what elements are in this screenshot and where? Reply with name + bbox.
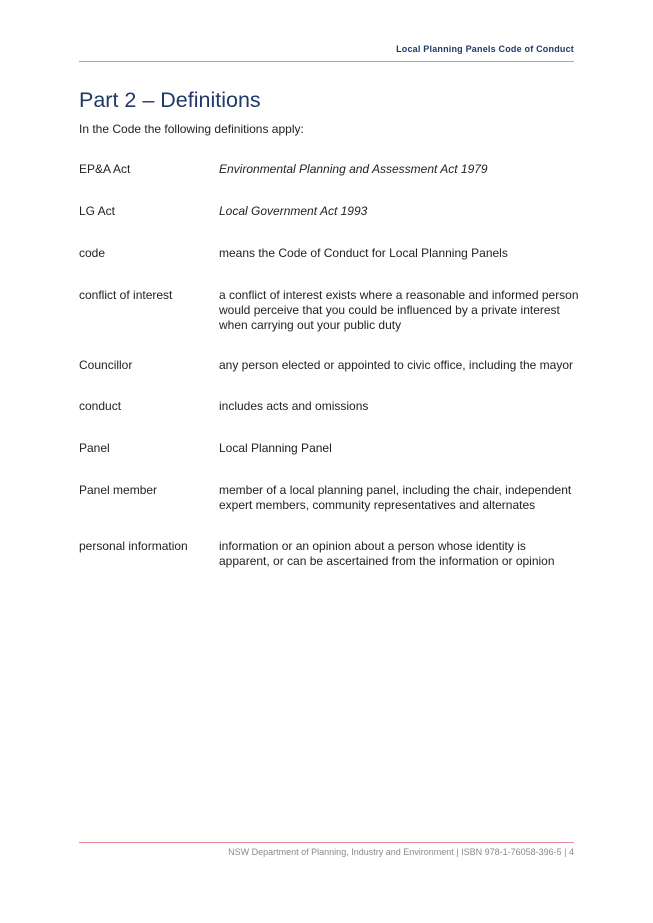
definition-row xyxy=(79,441,579,456)
definition-text: Local Government Act 1993 xyxy=(219,204,368,218)
definition-row xyxy=(79,483,579,513)
running-header: Local Planning Panels Code of Conduct xyxy=(396,44,574,54)
definition-text: any person elected or appointed to civic office, including the mayor xyxy=(219,358,573,372)
definitions-list xyxy=(79,162,579,569)
footer-divider xyxy=(79,842,574,843)
page-footer: NSW Department of Planning, Industry and Environment | ISBN 978-1-76058-396-5 | 4 xyxy=(228,847,574,857)
definition-row xyxy=(79,162,579,177)
definition-row xyxy=(79,204,579,219)
definition-term: LG Act xyxy=(79,204,116,218)
definition-term: conflict of interest xyxy=(79,288,173,302)
definition-text: means the Code of Conduct for Local Planning Panels xyxy=(219,246,508,260)
definition-text: includes acts and omissions xyxy=(219,399,369,413)
definition-row xyxy=(79,288,579,333)
definition-row xyxy=(79,539,579,569)
definition-text: member of a local planning panel, including the chair, independent expert members, community representatives and alternates xyxy=(219,483,572,512)
definition-term: Panel member xyxy=(79,483,158,497)
definition-term: code xyxy=(79,246,106,260)
page-title: Part 2 – Definitions xyxy=(79,88,261,112)
definition-term: personal information xyxy=(79,539,188,553)
definition-text: Environmental Planning and Assessment Act 1979 xyxy=(219,162,488,176)
definition-text: a conflict of interest exists where a reasonable and informed person would perceive that you could be influenced by a private interest when carrying out your public duty xyxy=(219,288,579,332)
definition-term: conduct xyxy=(79,399,122,413)
definition-term: Panel xyxy=(79,441,110,455)
definition-row xyxy=(79,358,579,373)
header-divider xyxy=(79,61,574,62)
definition-term: Councillor xyxy=(79,358,133,372)
definition-row xyxy=(79,246,579,261)
definition-row xyxy=(79,399,579,414)
definition-text: Local Planning Panel xyxy=(219,441,332,455)
definition-text: information or an opinion about a person whose identity is apparent, or can be ascertained from the information or opinion xyxy=(219,539,555,568)
definition-term: EP&A Act xyxy=(79,162,131,176)
intro-text: In the Code the following definitions apply: xyxy=(79,122,304,136)
